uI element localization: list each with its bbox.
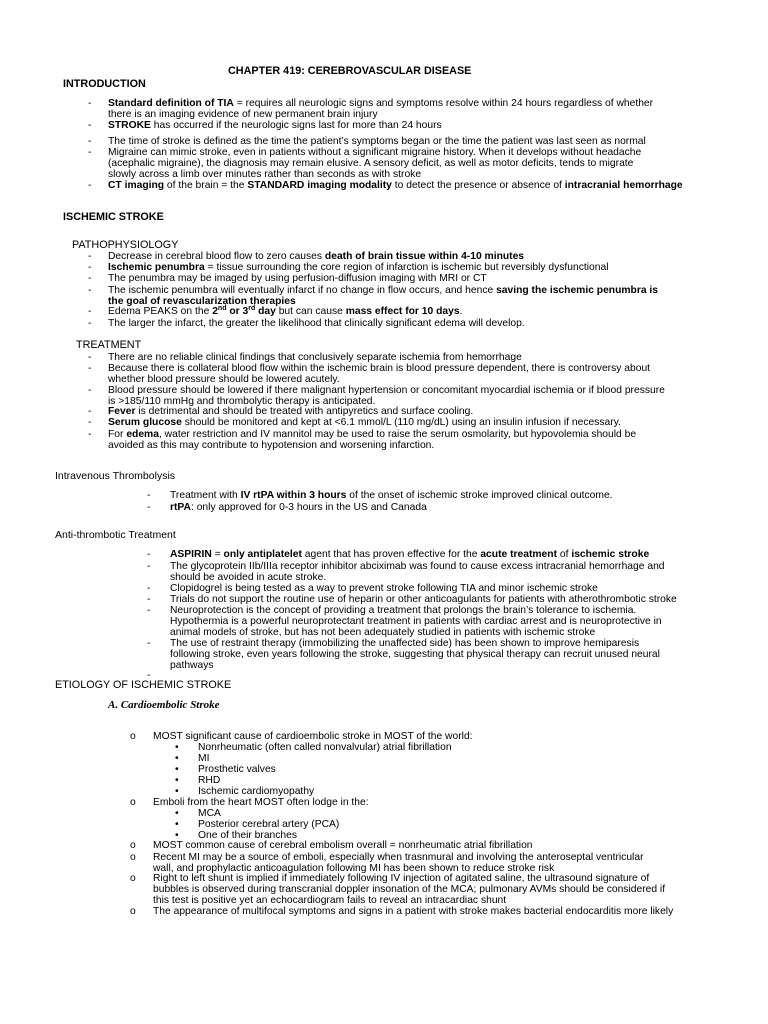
bullet-marker: • xyxy=(175,786,179,797)
list-marker: - xyxy=(147,638,151,649)
list-marker: o xyxy=(130,873,136,884)
bullet-marker: • xyxy=(175,753,179,764)
list-marker: - xyxy=(88,136,92,147)
list-item-line: The appearance of multifocal symptoms and signs in a patient with stroke makes bacterial endocarditis more likely xyxy=(153,906,674,917)
list-item-text xyxy=(170,605,662,638)
list-item-line: The glycoprotein IIb/IIIa receptor inhibitor abciximab was found to cause excess intracranial hemorrhage and xyxy=(170,561,665,572)
list-item-text xyxy=(170,594,677,605)
list-marker: - xyxy=(88,180,92,191)
sub-list-item-text: Ischemic cardiomyopathy xyxy=(198,786,315,797)
list-item-line: MOST significant cause of cardioembolic stroke in MOST of the world: xyxy=(153,731,473,742)
list-marker: - xyxy=(88,285,92,296)
list-item-text xyxy=(170,502,427,513)
list-marker: o xyxy=(130,852,136,863)
list-item-line: rtPA: only approved for 0-3 hours in the US and Canada xyxy=(170,502,427,513)
list-marker: - xyxy=(147,605,151,616)
list-item-line: animal models of stroke, but has not been adequately studied in patients with ischemic stroke xyxy=(170,627,596,638)
list-item-text xyxy=(170,490,613,501)
list-item-line: pathways xyxy=(170,660,214,671)
list-item-line: Edema PEAKS on the 2nd or 3rd day but can cause mass effect for 10 days. xyxy=(108,305,463,317)
list-item-line: there is an imaging evidence of new permanent brain injury xyxy=(108,109,378,120)
list-item-line: The use of restraint therapy (immobilizing the unaffected side) has been shown to improve hemiparesis xyxy=(170,638,640,649)
list-marker: - xyxy=(147,670,151,681)
list-item-line: There are no reliable clinical findings that conclusively separate ischemia from hemorrhage xyxy=(108,352,522,363)
list-item-line: Treatment with IV rtPA within 3 hours of the onset of ischemic stroke improved clinical outcome. xyxy=(170,490,613,501)
list-item-text xyxy=(170,561,665,583)
list-item-line: Blood pressure should be lowered if there malignant hypertension or concomitant myocardial ischemia or if blood pressure xyxy=(108,385,665,396)
list-item-line: Recent MI may be a source of emboli, especially when trasnmural and involving the anteroseptal ventricular xyxy=(153,852,644,863)
list-marker: - xyxy=(88,363,92,374)
list-marker: - xyxy=(88,417,92,428)
list-marker: o xyxy=(130,731,136,742)
list-item-text xyxy=(170,638,660,671)
sub-list-item-text: MCA xyxy=(198,808,221,819)
list-item-text xyxy=(108,251,524,262)
list-item-line: MOST common cause of cerebral embolism overall = nonrheumatic atrial fibrillation xyxy=(153,840,533,851)
list-item-text xyxy=(153,731,473,742)
list-marker: - xyxy=(147,594,151,605)
list-item-line: The ischemic penumbra will eventually infarct if no change in flow occurs, and hence saving the ischemic penumbra is xyxy=(108,285,659,296)
bullet-marker: • xyxy=(175,808,179,819)
subheading-antithrombotic: Anti-thrombotic Treatment xyxy=(55,529,176,541)
list-item-line: wall, and prophylactic anticoagulation following MI has been shown to reduce stroke risk xyxy=(153,863,555,874)
list-item-line: Clopidogrel is being tested as a way to prevent stroke following TIA and minor ischemic stroke xyxy=(170,583,598,594)
list-item-text xyxy=(108,429,636,451)
list-item-line: bubbles is observed during transcranial doppler insonation of the MCA; pulmonary AVMs should be considered if xyxy=(153,884,666,895)
subheading-pathophysiology: PATHOPHYSIOLOGY xyxy=(72,239,179,251)
list-marker: o xyxy=(130,797,136,808)
list-item-line: this test is positive yet an echocardiogram fails to reveal an intracardiac shunt xyxy=(153,895,507,906)
list-item-line: Serum glucose should be monitored and kept at <6.1 mmol/L (110 mg/dL) using an insulin infusion if necessary. xyxy=(108,417,621,428)
list-item-line: whether blood pressure should be lowered acutely. xyxy=(108,374,340,385)
list-item-line: The time of stroke is defined as the time the patient’s symptoms began or the time the patient was last seen as normal xyxy=(108,136,646,147)
list-item-line: following stroke, even years following the stroke, suggesting that physical therapy can recruit unused neural xyxy=(170,649,660,660)
list-marker: - xyxy=(88,120,92,131)
bullet-marker: • xyxy=(175,742,179,753)
list-item-line: Ischemic penumbra = tissue surrounding the core region of infarction is ischemic but reversibly dysfunctional xyxy=(108,262,609,273)
list-item-text xyxy=(170,549,649,560)
subheading-cardioembolic: A. Cardioembolic Stroke xyxy=(108,699,220,711)
sub-list-item-text: One of their branches xyxy=(198,830,298,841)
list-marker: - xyxy=(88,429,92,440)
list-item-line: slowly across a limb over minutes rather than seconds as with stroke xyxy=(108,169,422,180)
list-item-text xyxy=(153,840,533,851)
list-item-line: Right to left shunt is implied if immediately following IV injection of agitated saline, the ultrasound signature of xyxy=(153,873,650,884)
list-item-text xyxy=(108,273,487,284)
list-item-line: Because there is collateral blood flow within the ischemic brain is blood pressure dependent, there is controversy about xyxy=(108,363,651,374)
list-item-text xyxy=(108,406,473,417)
list-item-text xyxy=(108,285,658,307)
list-item-text xyxy=(108,363,650,385)
list-item-line: Standard definition of TIA = requires all neurologic signs and symptoms resolve within 24 hours regardless of whether xyxy=(108,98,654,109)
list-marker: - xyxy=(88,98,92,109)
list-item-text xyxy=(108,262,609,273)
list-marker: - xyxy=(88,406,92,417)
list-item-line: CT imaging of the brain = the STANDARD imaging modality to detect the presence or absence of intracranial hemorrhage xyxy=(108,180,683,191)
list-item-text xyxy=(153,797,369,808)
list-item-text xyxy=(108,180,683,191)
list-marker: o xyxy=(130,840,136,851)
list-marker: - xyxy=(147,549,151,560)
list-marker: - xyxy=(147,561,151,572)
list-item-line: (acephalic migraine), the diagnosis may remain elusive. A sensory deficit, as well as motor deficits, tends to migrate xyxy=(108,158,634,169)
list-marker: - xyxy=(88,306,92,317)
list-marker: - xyxy=(88,262,92,273)
list-item-line: should be avoided in acute stroke. xyxy=(170,572,327,583)
list-item-line: avoided as this may contribute to hypotension and worsening infarction. xyxy=(108,440,435,451)
sub-list-item-text: MI xyxy=(198,753,210,764)
list-marker: - xyxy=(88,251,92,262)
list-item-line: is >185/110 mmHg and thrombolytic therapy is anticipated. xyxy=(108,396,376,407)
bullet-marker: • xyxy=(175,775,179,786)
list-item-line: Migraine can mimic stroke, even in patients without a significant migraine history. When it develops without headache xyxy=(108,147,642,158)
section-heading-ischemic-stroke: ISCHEMIC STROKE xyxy=(63,211,164,223)
list-item-line: Decrease in cerebral blood flow to zero causes death of brain tissue within 4-10 minutes xyxy=(108,251,525,262)
list-item-text xyxy=(170,583,598,594)
list-marker: - xyxy=(147,583,151,594)
list-item-text xyxy=(108,318,525,329)
list-item-text xyxy=(153,906,673,917)
list-marker: - xyxy=(88,147,92,158)
list-item-text xyxy=(108,306,462,317)
bullet-marker: • xyxy=(175,830,179,841)
list-item-text xyxy=(153,873,665,906)
chapter-title: CHAPTER 419: CEREBROVASCULAR DISEASE xyxy=(228,65,472,77)
list-marker: - xyxy=(147,490,151,501)
section-heading-introduction: INTRODUCTION xyxy=(63,78,146,90)
list-item-line: The penumbra may be imaged by using perfusion-diffusion imaging with MRI or CT xyxy=(108,273,487,284)
list-item-text xyxy=(108,385,665,407)
list-item-text xyxy=(108,98,653,120)
bullet-marker: • xyxy=(175,819,179,830)
list-item-text xyxy=(108,417,621,428)
subheading-thrombolysis: Intravenous Thrombolysis xyxy=(55,470,176,482)
list-marker: - xyxy=(147,502,151,513)
list-item-line: Emboli from the heart MOST often lodge in the: xyxy=(153,797,369,808)
list-item-text xyxy=(108,147,641,180)
list-item-text xyxy=(108,352,522,363)
list-item-line: Hypothermia is a powerful neuroprotectant treatment in patients with cardiac arrest and is neuroprotective in xyxy=(170,616,662,627)
list-item-line: STROKE has occurred if the neurologic signs last for more than 24 hours xyxy=(108,120,442,131)
list-item-text xyxy=(108,136,646,147)
subheading-treatment: TREATMENT xyxy=(76,339,142,351)
list-item-line: Fever is detrimental and should be treated with antipyretics and surface cooling. xyxy=(108,406,474,417)
list-marker: - xyxy=(88,385,92,396)
list-item-line: Neuroprotection is the concept of providing a treatment that prolongs the brain’s tolerance to ischemia. xyxy=(170,605,637,616)
sub-list-item-text: Nonrheumatic (often called nonvalvular) atrial fibrillation xyxy=(198,742,452,753)
list-item-line: The larger the infarct, the greater the likelihood that clinically significant edema will develop. xyxy=(108,318,525,329)
list-item-text xyxy=(153,852,644,874)
sub-list-item-text: RHD xyxy=(198,775,221,786)
bullet-marker: • xyxy=(175,764,179,775)
list-item-text xyxy=(108,120,442,131)
sub-list-item-text: Posterior cerebral artery (PCA) xyxy=(198,819,340,830)
list-item-line: the goal of revascularization therapies xyxy=(108,296,296,307)
list-marker: - xyxy=(88,318,92,329)
list-marker: - xyxy=(88,352,92,363)
sub-list-item-text: Prosthetic valves xyxy=(198,764,276,775)
section-heading-etiology: ETIOLOGY OF ISCHEMIC STROKE xyxy=(55,679,232,691)
list-item-line: For edema, water restriction and IV mannitol may be used to raise the serum osmolarity, but hypovolemia should be xyxy=(108,429,637,440)
list-marker: - xyxy=(88,273,92,284)
list-marker: o xyxy=(130,906,136,917)
list-item-line: Trials do not support the routine use of heparin or other anticoagulants for patients with atherothrombotic stroke xyxy=(170,594,677,605)
list-item-line: ASPIRIN = only antiplatelet agent that has proven effective for the acute treatment of ischemic stroke xyxy=(170,549,650,560)
